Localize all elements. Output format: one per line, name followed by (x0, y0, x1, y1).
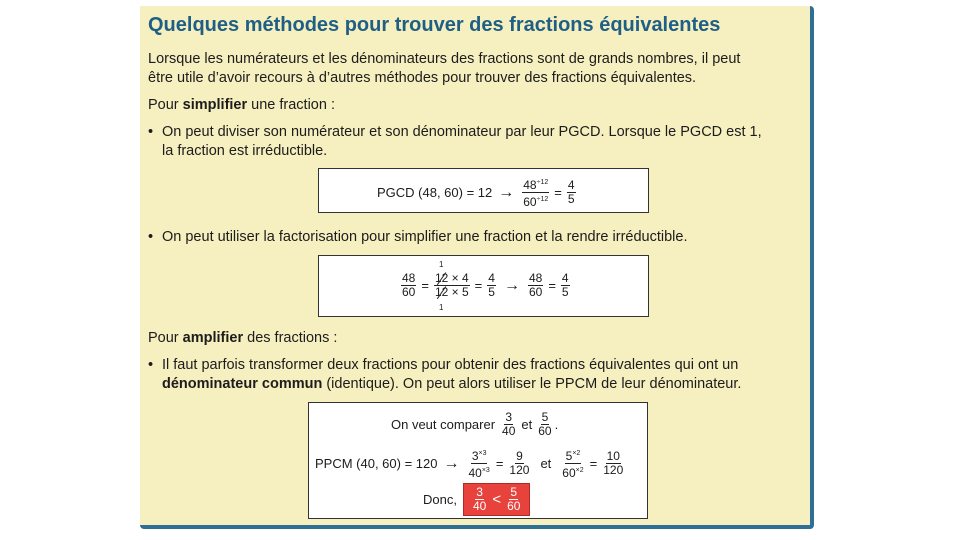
fraction: $\frac{5}{60}$ (538, 410, 552, 438)
fraction: $\frac{4}{5}$ (488, 271, 495, 299)
cancel-mark-bottom: 1 (439, 303, 444, 312)
ppcm-expression: PPCM (40, 60) = 120 (315, 456, 438, 471)
amplify-heading: Pour amplifier des fractions : (148, 330, 338, 346)
factorisation-example-box: 1 1 $\frac{48}{60}$ = $\frac{12 \times 4}{12 \times 5}$ = $\frac{4}{5}$ → $\frac{48}{60}$ = $\frac{4}{5}$ (318, 255, 649, 317)
bullet-pgcd-line2: la fraction est irréductible. (162, 143, 328, 159)
fraction: $\frac{5^{\times 2}}{60^{\times 2}}$ (562, 449, 584, 480)
fraction: $\frac{48^{\div 12}}{60^{\div 12}}$ (523, 178, 549, 209)
ppcm-example-box: On veut comparer $\frac{3}{40}$ et $\frac{5}{60}$ . PPCM (40, 60) = 120 → $\frac{3^{\times 3}}{40^{\times 3}}$ = $\frac{9}{120}$ et $\frac{5^{\times 2}}{60^{\times 2}}$ = $\frac{10}{120}$ Donc, $\frac{3}{40}$ < $\frac{5}{60}$ (308, 402, 648, 519)
fraction: $\frac{4}{5}$ (561, 271, 569, 299)
pgcd-example-box: PGCD (48, 60) = 12 → $\frac{48^{\div 12}}{60^{\div 12}}$ = $\frac{4}{5}$ (318, 168, 649, 213)
intro-line-1: Lorsque les numérateurs et les dénominateurs des fractions sont de grands nombres, il peut (148, 51, 741, 67)
method-panel: Quelques méthodes pour trouver des fractions équivalentes Lorsque les numérateurs et les dénominateurs des fractions sont de grands nombres, il peut être utile d’avoir recours à d’autres méthodes pour trouver des fractions équivalentes. Pour simplifier une fraction : • On peut diviser son numérateur et son dénominateur par leur PGCD. Lorsque le PGCD est 1, la fraction est irréductible. PGCD (48, 60) = 12 → $\frac{48^{\div 12}}{60^{\div 12}}$ = $\frac{4}{5}$ • On peut utiliser la factorisation pour simplifier une fraction et la rendre irréductible. 1 1 $\frac{48}{60}$ = $\frac{12 \times 4}{12 \times 5}$ = $\frac{4}{5}$ → $\frac{48}{60}$ = $\frac{4}{5}$ Pour amplifier des fractions : • Il faut parfois transformer deux fractions pour obtenir des fractions équivalentes qui ont un dénominateur commun (identique). On peut alors utiliser le PPCM de leur dénominateur. On veut comparer $\frac{3}{40}$ et $\frac{5}{60}$ . PPCM (40, 60) = 120 → $\frac{3^{\times 3}}{40^{\times 3}}$ = $\frac{9}{120}$ et $\frac{5^{\times 2}}{60^{\times 2}}$ = $\frac{10}{120}$ Donc, $\frac{3}{40}$ < $\frac{5}{60}$ (140, 6, 814, 529)
intro-line-2: être utile d’avoir recours à d’autres méthodes pour trouver des fractions équivalentes. (148, 70, 697, 86)
fraction: $\frac{3}{40}$ (502, 410, 516, 438)
arrow-icon: → (503, 276, 520, 294)
fraction-result: $\frac{4}{5}$ (567, 178, 575, 206)
arrow-icon: → (443, 454, 460, 472)
fraction: $\frac{10}{120}$ (603, 449, 624, 477)
panel-title: Quelques méthodes pour trouver des fractions équivalentes (148, 14, 721, 36)
result-highlight: $\frac{3}{40}$ < $\frac{5}{60}$ (463, 483, 530, 516)
arrow-icon: → (498, 183, 515, 201)
factored-fraction: $\frac{12 \times 4}{12 \times 5}$ (434, 271, 469, 299)
compare-text: On veut comparer (391, 417, 496, 432)
bullet-ppcm-line2: dénominateur commun (identique). On peut alors utiliser le PPCM de leur dénominateur. (162, 376, 742, 392)
pgcd-expression: PGCD (48, 60) = 12 (377, 185, 493, 200)
simplify-heading: Pour simplifier une fraction : (148, 97, 335, 113)
fraction: $\frac{3^{\times 3}}{40^{\times 3}}$ (468, 449, 490, 480)
conclusion-text: Donc, (423, 492, 457, 507)
fraction: $\frac{48}{60}$ (528, 271, 543, 299)
fraction: $\frac{48}{60}$ (402, 271, 416, 299)
cancel-mark-top: 1 (439, 260, 444, 269)
fraction: $\frac{9}{120}$ (509, 449, 530, 477)
